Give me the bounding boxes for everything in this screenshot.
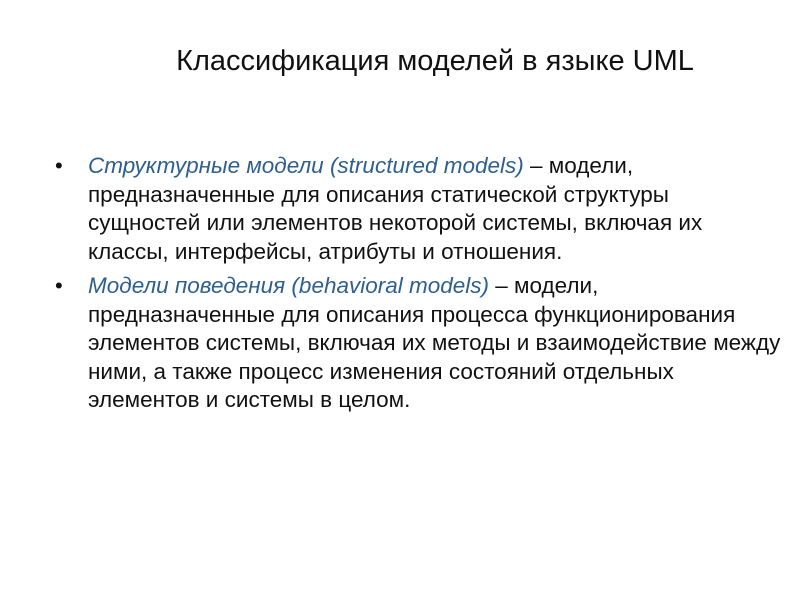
bullet-item-behavioral-models <box>54 272 784 415</box>
bullet-term: Модели поведения (behavioral models) <box>88 273 490 298</box>
slide-title: Классификация моделей в языке UML <box>176 45 694 77</box>
bullet-term: Структурные модели (structured models) <box>88 153 524 178</box>
bullet-dot-icon: • <box>55 273 63 298</box>
bullet-list <box>54 152 784 421</box>
bullet-dot-icon: • <box>55 153 63 178</box>
bullet-item-structural-models <box>54 152 784 266</box>
bullet-text: – модели, предназначенные для описания статической структуры сущностей или элементов некоторой системы, включая их классы, интерфейсы, атрибуты и отношения. <box>88 153 703 264</box>
bullet-text: – модели, предназначенные для описания процесса функционирования элементов системы, включая их методы и взаимодействие между ними, а также процесс изменения состояний отдельных элементов и системы в целом. <box>88 273 781 412</box>
